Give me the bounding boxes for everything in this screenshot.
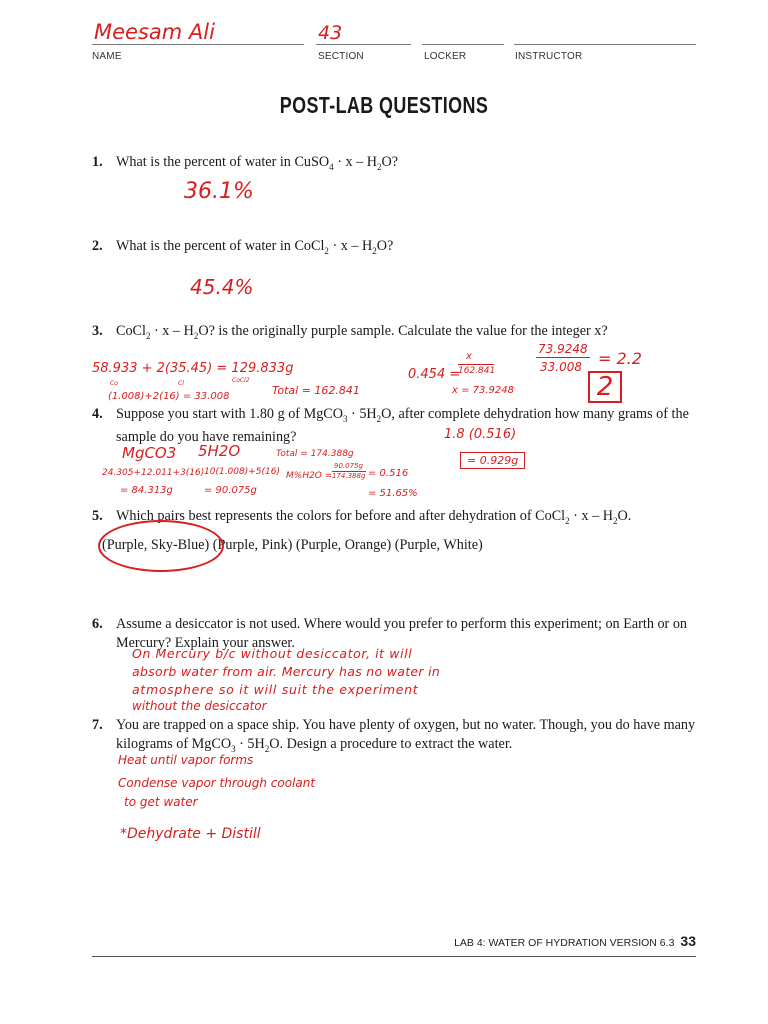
q6-answer-line-1: On Mercury b/c without desiccator, it will bbox=[132, 646, 413, 661]
q4-pct-lhs: M%H2O = bbox=[286, 471, 333, 481]
q4-h2o: 5H2O bbox=[198, 442, 241, 460]
q3-ratio-numerator: x bbox=[466, 351, 472, 362]
instructor-label: INSTRUCTOR bbox=[515, 51, 583, 62]
q4-calc-h2o: 10(1.008)+5(16) bbox=[204, 467, 280, 477]
question-number: 1. bbox=[92, 154, 103, 170]
question-text: CoCl$_2$ · x – $H_2O$? is the originally purple sample. Calculate the value for the integer x? bbox=[116, 323, 608, 341]
q4-pct-denominator: 174.388g bbox=[332, 472, 366, 480]
q3-calc-cocl2: 58.933 + 2(35.45) = 129.833g bbox=[92, 361, 294, 376]
q3-frac-denominator: 33.008 bbox=[540, 360, 582, 374]
q4-pct-numerator: 90.075g bbox=[334, 462, 363, 470]
q3-ratio-bar bbox=[458, 364, 494, 365]
q4-mgco3: MgCO3 bbox=[122, 444, 177, 462]
question-text: Assume a desiccator is not used. Where would you prefer to perform this experiment; on Earth or on Mercury? Explain your answer. bbox=[116, 616, 688, 651]
name-handwriting: Meesam Ali bbox=[94, 20, 215, 44]
q6-answer-line-2: absorb water from air. Mercury has no water in bbox=[132, 664, 441, 679]
question-2 bbox=[92, 237, 702, 260]
question-number: 6. bbox=[92, 616, 103, 632]
question-3 bbox=[92, 322, 702, 345]
q3-sub-cl: Cl bbox=[178, 380, 184, 387]
q4-calc-mgco3: 24.305+12.011+3(16) bbox=[102, 468, 205, 478]
q6-answer-line-4: without the desiccator bbox=[132, 699, 267, 713]
q4-multiply: 1.8 (0.516) bbox=[444, 427, 517, 442]
question-number: 2. bbox=[92, 238, 103, 254]
footer-label: LAB 4: WATER OF HYDRATION VERSION 6.3 bbox=[454, 937, 675, 949]
question-text: You are trapped on a space ship. You have plenty of oxygen, but no water. Though, you do have many kilograms of MgCO$_3$ · $5H_2O$. Design a procedure to extract the water. bbox=[116, 717, 696, 754]
question-number: 4. bbox=[92, 406, 103, 422]
q4-pct-rhs: = 0.516 bbox=[368, 468, 409, 479]
q7-answer-line-4: *Dehydrate + Distill bbox=[120, 826, 261, 842]
q4-calc-mgco3-result: = 84.313g bbox=[120, 485, 173, 496]
q3-boxed-answer: 2 bbox=[588, 371, 622, 403]
name-label: NAME bbox=[92, 51, 122, 62]
page-title: POST-LAB QUESTIONS bbox=[279, 92, 489, 118]
q3-x-result: x = 73.9248 bbox=[452, 385, 515, 396]
q3-ratio-denominator: 162.841 bbox=[458, 366, 496, 376]
question-text: What is the percent of water in CuSO$_4$ · x – $H_2O$? bbox=[116, 154, 399, 172]
page-footer bbox=[454, 933, 696, 949]
footer-rule bbox=[92, 956, 696, 957]
q3-equals: = 2.2 bbox=[598, 349, 642, 368]
q4-pct-result: = 51.65% bbox=[368, 488, 418, 499]
q5-answer-circle bbox=[98, 520, 224, 572]
q7-answer-line-2: Condense vapor through coolant bbox=[118, 776, 316, 790]
question-number: 3. bbox=[92, 323, 103, 339]
question-number: 5. bbox=[92, 508, 103, 524]
q7-answer-line-1: Heat until vapor forms bbox=[118, 753, 254, 767]
q3-frac-numerator: 73.9248 bbox=[538, 342, 588, 356]
q3-calc-water: (1.008)+2(16) = 33.008 bbox=[108, 391, 230, 402]
section-field-line bbox=[316, 44, 411, 45]
answer-1: 36.1% bbox=[184, 179, 254, 204]
q3-frac-bar bbox=[536, 357, 590, 358]
locker-label: LOCKER bbox=[424, 51, 467, 62]
question-1 bbox=[92, 153, 702, 176]
q4-calc-h2o-result: = 90.075g bbox=[204, 485, 257, 496]
section-handwriting: 43 bbox=[318, 22, 343, 44]
name-field-line bbox=[92, 44, 304, 45]
question-7 bbox=[92, 716, 702, 758]
question-5-options: (Purple, Sky-Blue) (Purple, Pink) (Purple, Orange) (Purple, White) bbox=[102, 537, 483, 554]
q3-total: Total = 162.841 bbox=[272, 384, 360, 397]
q3-sub-cocl2: CoCl2 bbox=[232, 377, 250, 384]
question-text: Suppose you start with 1.80 g of MgCO$_3$ · $5H_2O$, after complete dehydration how many grams of the sample do you have remaining? bbox=[116, 406, 689, 446]
q3-ratio-lhs: 0.454 = bbox=[408, 367, 461, 382]
question-text: Which pairs best represents the colors for before and after dehydration of CoCl$_2$ · x – $H_2O$. bbox=[116, 508, 632, 526]
question-4 bbox=[92, 405, 702, 447]
locker-field-line bbox=[422, 44, 504, 45]
q3-sub-co: Co bbox=[110, 380, 118, 387]
q4-result-boxed: = 0.929g bbox=[460, 452, 525, 469]
section-label: SECTION bbox=[318, 51, 364, 62]
q4-total: Total = 174.388g bbox=[276, 449, 354, 459]
q6-answer-line-3: atmosphere so it will suit the experiment bbox=[132, 682, 419, 697]
answer-2: 45.4% bbox=[190, 275, 254, 299]
q7-answer-line-3: to get water bbox=[124, 795, 198, 809]
instructor-field-line bbox=[514, 44, 696, 45]
page-number: 33 bbox=[680, 933, 696, 949]
question-number: 7. bbox=[92, 717, 103, 733]
question-text: What is the percent of water in CoCl$_2$ · x – $H_2O$? bbox=[116, 238, 394, 256]
